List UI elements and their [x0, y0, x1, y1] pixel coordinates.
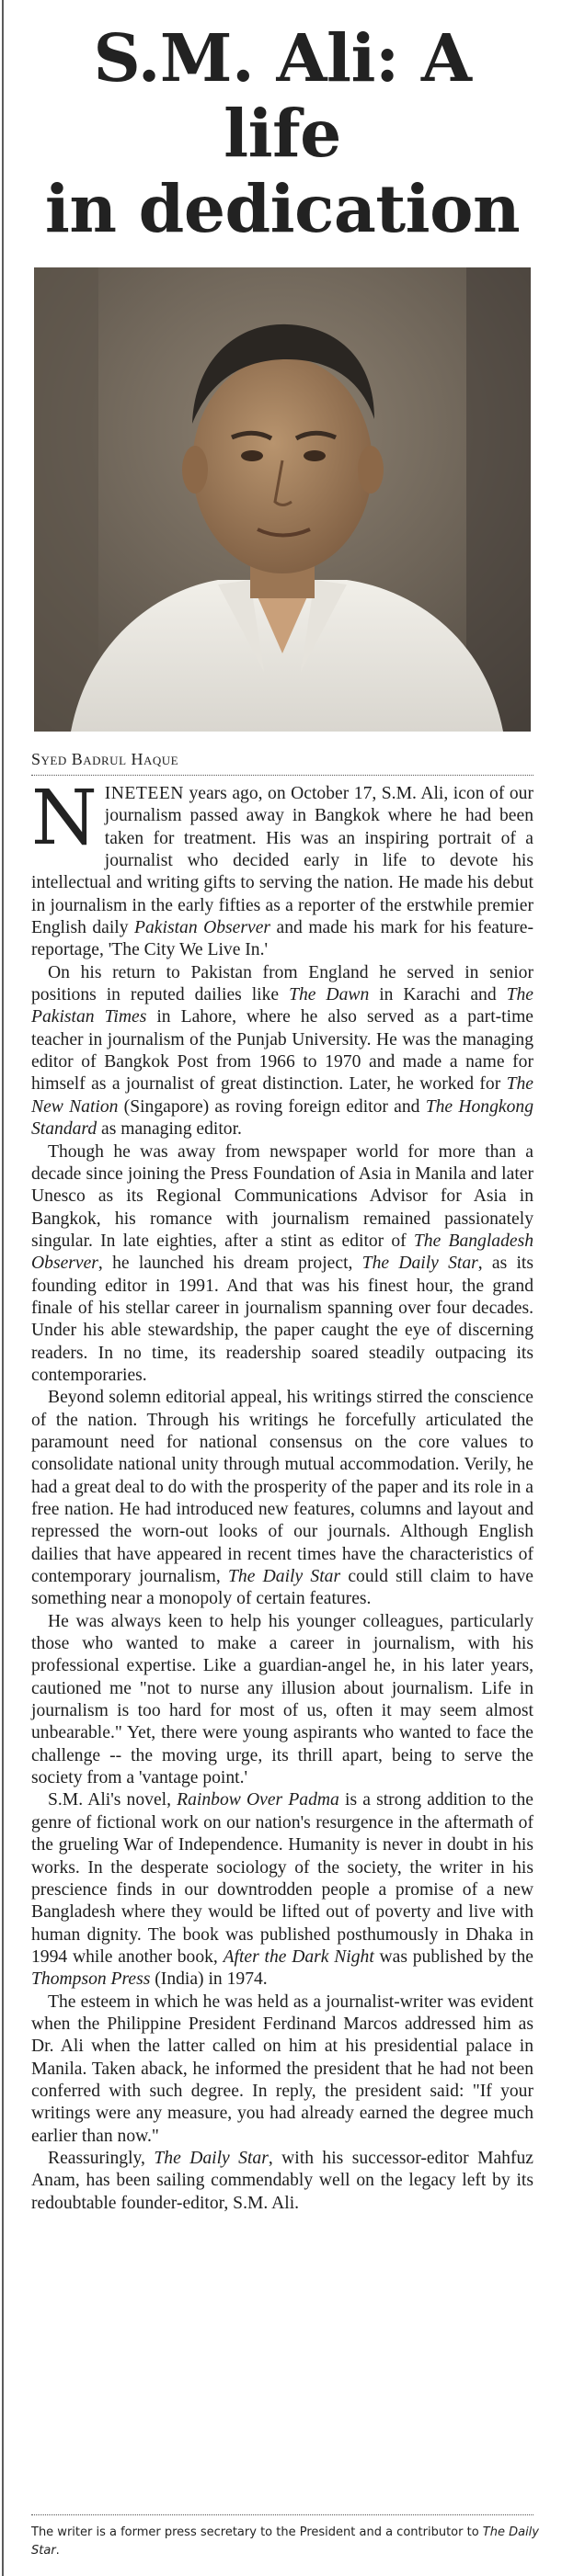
paragraph-4: Beyond solemn editorial appeal, his writings stirred the conscience of the nation. Through his writings he forcefully articulated the paramount need for national consensus on the core values to consolidate national unity through mutual accommodation. Verily, he had a great deal to do with the prosperity of the paper and its role in a free nation. He had introduced new features, columns and layout and repressed the worn-out looks of our journals. Although English dailies that have appeared in recent times have the characteristics of contemporary journalism, The Daily Star could still claim to have something near a monopoly of certain features.	[31, 1388, 533, 1609]
headline-line-1: S.M. Ali: A life	[93, 19, 472, 172]
paragraph-3: Though he was away from newspaper world for more than a decade since joining the Press Foundation of Asia in Manila and later Unesco as its Regional Communications Advisor for Asia in Bangkok, his romance with journalism remained passionately singular. In late eighties, after a stint as editor of The Bangladesh Observer, he launched his dream project, The Daily Star, as its founding editor in 1991. And that was his finest hour, the grand finale of his stellar career in journalism spanning over four decades. Under his able stewardship, the paper caught the eye of discerning readers. In no time, its readership soared steadily outpacing its contemporaries.	[31, 1141, 534, 1385]
paragraph-5: He was always keen to help his younger colleagues, particularly those who wanted to make a career in journalism, with his professional expertise. Like a guardian-angel he, in his later years, cautioned me "not to nurse any illusion about journalism. Life in journalism is too hard for most of us, often it may seem almost unbearable." Yet, there were young aspirants who wanted to face the challenge -- the moving urge, its thrill apart, being to serve the society from a 'vantage point.'	[31, 1611, 533, 1788]
lead-in: INETEEN	[104, 784, 184, 803]
byline: Syed Badrul Haque	[31, 750, 179, 768]
author-footnote: The writer is a former press secretary to the President and a contributor to The Daily Star.	[31, 2525, 539, 2558]
paragraph-8: Reassuringly, The Daily Star, with his successor-editor Mahfuz Anam, has been sailing commendably well on the legacy left by its redoubtable founder-editor, S.M. Ali.	[31, 2148, 533, 2213]
article-body	[31, 775, 534, 2215]
headline	[31, 0, 533, 246]
portrait-illustration	[34, 267, 531, 732]
paragraph-6: S.M. Ali's novel, Rainbow Over Padma is a strong addition to the genre of fictional work on our nation's resurgence in the aftermath of the grueling War of Independence. Humanity is never in doubt in his works. In the desperate sociology of the society, the writer in his prescience finds in our downtrodden people a promise of a new Bangladesh where they would be lifted out of poverty and live with human dignity. The book was published posthumously in Dhaka in 1994 while another book, After the Dark Night was published by the Thompson Press (India) in 1974.	[31, 1790, 533, 1990]
byline-divider	[31, 775, 533, 776]
portrait-photo	[34, 267, 531, 732]
footer-divider	[31, 2514, 533, 2515]
drop-cap: N	[31, 775, 97, 862]
paragraph-1: NINETEEN years ago, on October 17, S.M. Ali, icon of our journalism passed away in Bangkok where he had been taken for treatment. His was an inspiring portrait of a journalist who decided early in life to devote his intellectual and writing gifts to serving the nation. He made his debut in journalism in the early fifties as a reporter of the erstwhile premier English daily Pakistan Observer and made his mark for his feature-reportage, 'The City We Live In.'	[31, 775, 533, 960]
paragraph-7: The esteem in which he was held as a journalist-writer was evident when the Philippine President Ferdinand Marcos addressed him as Dr. Ali when the latter called on him at his presidential palace in Manila. Taken aback, he informed the president that he had not been conferred with such degree. In reply, the president said: "If your writings were any measure, you had already earned the degree much earlier than now."	[31, 1992, 533, 2146]
article	[31, 0, 533, 2215]
left-column-rule	[2, 0, 4, 2576]
headline-line-2: in dedication	[44, 170, 521, 247]
paragraph-2: On his return to Pakistan from England he served in senior positions in reputed dailies like The Dawn in Karachi and The Pakistan Times in Lahore, where he also served as a part-time teacher in journalism of the Punjab University. He was the managing editor of Bangkok Post from 1966 to 1970 and made a name for himself as a journalist of great distinction. Later, he worked for The New Nation (Singapore) as roving foreign editor and The Hongkong Standard as managing editor.	[31, 962, 534, 1140]
